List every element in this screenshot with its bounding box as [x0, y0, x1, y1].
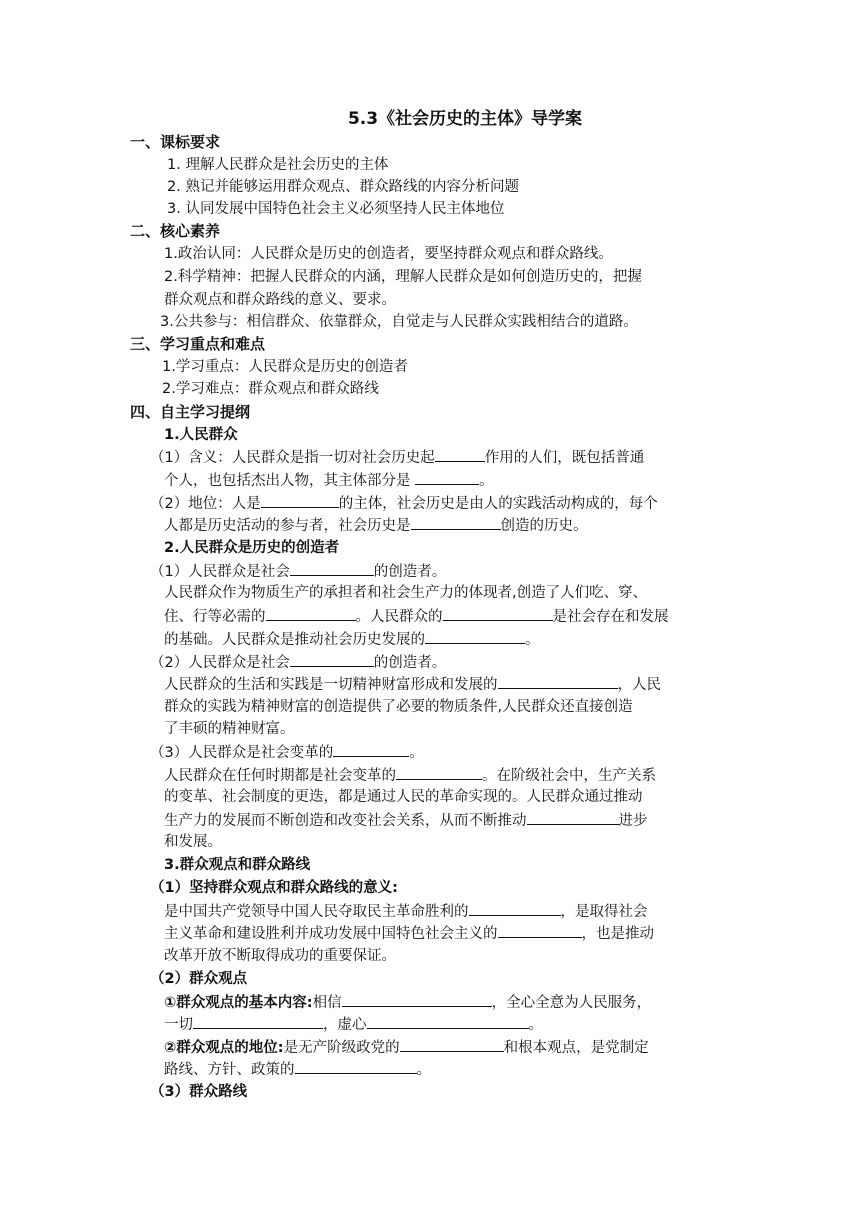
paragraph-line: 了丰硕的精神财富。 [164, 721, 295, 737]
paragraph-line: 的变革、社会制度的更迭，都是通过人民的革命实现的。人民群众通过推动 [164, 789, 643, 805]
paragraph-heading: （1）坚持群众观点和群众路线的意义: [150, 880, 398, 896]
document-title: 5.3《社会历史的主体》导学案 [347, 109, 583, 129]
section-heading: 一、课标要求 [130, 133, 221, 151]
paragraph-line: 2.科学精神：把握人民群众的内涵，理解人民群众是如何创造历史的，把握 [164, 269, 642, 285]
paragraph-line: 1.政治认同：人民群众是历史的创造者，要坚持群众观点和群众路线。 [164, 246, 613, 262]
fill-blank[interactable] [425, 628, 525, 644]
paragraph-line: （2）人民群众是社会 的创造者。 [150, 651, 446, 674]
paragraph-line: 和发展。 [164, 834, 222, 850]
subsection-heading: 1.人民群众 [164, 427, 238, 443]
fill-blank[interactable] [193, 1013, 323, 1029]
fill-blank[interactable] [290, 651, 374, 667]
fill-blank[interactable] [295, 1058, 417, 1074]
paragraph-line: （1）人民群众是社会 的创造者。 [150, 560, 446, 583]
fill-blank[interactable] [498, 922, 582, 938]
subsection-heading: 3.群众观点和群众路线 [164, 857, 311, 873]
paragraph-line: 主义革命和建设胜利并成功发展中国特色社会主义的 ，也是推动 [164, 922, 654, 945]
paragraph-line: 人民群众作为物质生产的承担者和社会生产力的体现者,创造了人们吃、穿、 [164, 585, 648, 601]
fill-blank[interactable] [527, 809, 619, 825]
paragraph-line: （2）地位：人是 的主体，社会历史是由人的实践活动构成的，每个 [150, 492, 658, 515]
fill-blank[interactable] [411, 514, 501, 530]
fill-blank[interactable] [261, 492, 339, 508]
paragraph-line: ②群众观点的地位:是无产阶级政党的 和根本观点，是党制定 [164, 1036, 649, 1059]
paragraph-line: 改革开放不断取得成功的重要保证。 [164, 948, 396, 964]
paragraph-heading: （2）群众观点 [150, 971, 248, 987]
fill-blank[interactable] [469, 900, 561, 916]
fill-blank[interactable] [266, 605, 356, 621]
section-heading: 三、学习重点和难点 [130, 335, 266, 353]
paragraph-line: 群众观点和群众路线的意义、要求。 [164, 292, 396, 308]
paragraph-line: 人民群众在任何时期都是社会变革的 。在阶级社会中，生产关系 [164, 764, 656, 787]
list-item: 2. 熟记并能够运用群众观点、群众路线的内容分析问题 [167, 179, 519, 195]
fill-blank[interactable] [333, 741, 409, 757]
paragraph-line: 人都是历史活动的参与者，社会历史是 创造的历史。 [164, 514, 588, 537]
paragraph-line: 一切 ，虚心 。 [164, 1013, 543, 1036]
paragraph-line: ①群众观点的基本内容:相信 ，全心全意为人民服务， [164, 991, 651, 1014]
paragraph-line: 3.公共参与：相信群众、依靠群众，自觉走与人民群众实践相结合的道路。 [160, 314, 638, 330]
fill-blank[interactable] [435, 446, 485, 462]
section-heading: 四、自主学习提纲 [130, 403, 251, 421]
fill-blank[interactable] [342, 991, 492, 1007]
fill-blank[interactable] [415, 469, 479, 485]
section-heading: 二、核心素养 [130, 222, 221, 240]
paragraph-line: 是中国共产党领导中国人民夺取民主革命胜利的 ，是取得社会 [164, 900, 648, 923]
paragraph-line: 群众的实践为精神财富的创造提供了必要的物质条件,人民群众还直接创造 [164, 699, 633, 715]
list-item: 1. 理解人民群众是社会历史的主体 [167, 157, 389, 173]
list-item: 3. 认同发展中国特色社会主义必须坚持人民主体地位 [167, 201, 505, 217]
paragraph-line: 2.学习难点：群众观点和群众路线 [162, 381, 379, 397]
fill-blank[interactable] [367, 1013, 529, 1029]
paragraph-line: （1）含义：人民群众是指一切对社会历史起 作用的人们，既包括普通 [150, 446, 644, 469]
paragraph-line: 住、行等必需的 。人民群众的 是社会存在和发展 [164, 605, 669, 628]
paragraph-line: （3）人民群众是社会变革的 。 [150, 741, 424, 764]
paragraph-line: 人民群众的生活和实践是一切精神财富形成和发展的 ，人民 [164, 673, 661, 696]
fill-blank[interactable] [443, 605, 553, 621]
paragraph-line: 个人，也包括杰出人物，其主体部分是 。 [164, 469, 494, 492]
paragraph-line: 生产力的发展而不断创造和改变社会关系，从而不断推动 进步 [164, 809, 648, 832]
paragraph-line: 的基础。人民群众是推动社会历史发展的 。 [164, 628, 540, 651]
fill-blank[interactable] [498, 673, 618, 689]
fill-blank[interactable] [290, 560, 374, 576]
paragraph-line: 路线、方针、政策的 。 [164, 1058, 431, 1081]
paragraph-line: 1.学习重点：人民群众是历史的创造者 [162, 359, 408, 375]
paragraph-heading: （3）群众路线 [150, 1084, 248, 1100]
subsection-heading: 2.人民群众是历史的创造者 [164, 540, 340, 556]
fill-blank[interactable] [396, 764, 482, 780]
fill-blank[interactable] [400, 1036, 504, 1052]
